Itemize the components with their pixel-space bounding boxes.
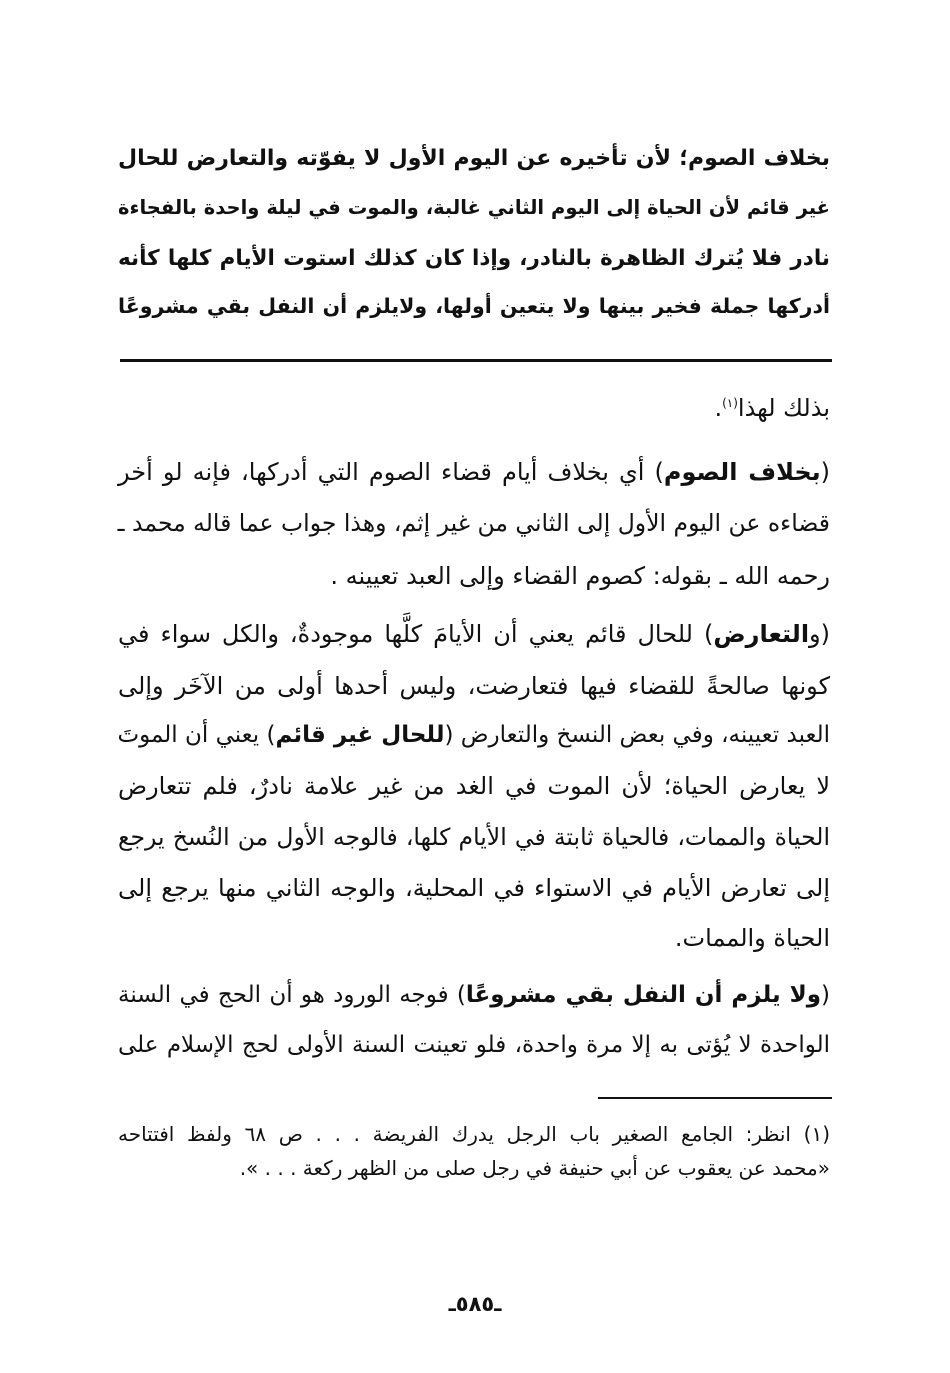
sharh-p2-line-1 xyxy=(118,622,830,646)
p3-line1-rest: ) فوجه الورود هو أن الحج في السنة xyxy=(118,982,466,1008)
p2-open: (و xyxy=(809,620,830,648)
p1-open: ( xyxy=(820,458,830,486)
sharh-p2-line-2: كونها صالحةً للقضاء فيها فتعارضت، وليس أحدها أولى من الآخَر وإلى xyxy=(118,672,830,700)
sharh-p2-line-5: الحياة والممات، فالحياة ثابتة في الأيام كلها، فالوجه الأول من النُسخ يرجع xyxy=(118,823,830,851)
p3-open: ( xyxy=(821,982,830,1008)
sharh-continuation xyxy=(118,396,830,420)
sharh-p1-line-3: رحمه الله ـ بقوله: كصوم القضاء وإلى العبد تعيينه . xyxy=(330,562,830,590)
p2-line3-heading: للحال غير قائم xyxy=(275,722,445,748)
sharh-p1-line-2: قضاءه عن اليوم الأول إلى الثاني من غير إثم، وهذا جواب عما قاله محمد ـ xyxy=(117,509,830,537)
footnote-line-2: «محمد عن يعقوب عن أبي حنيفة في رجل صلى من الظهر ركعة . . . ». xyxy=(239,1156,830,1180)
sharh-p2-line-6: إلى تعارض الأيام في الاستواء في المحلية، والوجه الثاني منها يرجع إلى xyxy=(118,874,830,902)
continuation-end: . xyxy=(714,394,723,422)
continuation-text: بذلك لهذا xyxy=(737,394,830,422)
sharh-p2-line-7: الحياة والممات. xyxy=(674,924,830,952)
matn-line-2: غير قائم لأن الحياة إلى اليوم الثاني غالبة، والموت في ليلة واحدة بالفجاءة xyxy=(118,196,830,219)
footnote-ref: (١) xyxy=(722,396,738,410)
sharh-p2-line-4: لا يعارض الحياة؛ لأن الموت في الغد من غير علامة نادرٌ، فلم تتعارض xyxy=(118,772,830,800)
page-number: ـ٥٨٥ـ xyxy=(448,1292,502,1316)
matn-line-4: أدركها جملة فخير بينها ولا يتعين أولها، ولايلزم أن النفل بقي مشروعًا xyxy=(118,294,830,318)
p1-heading: بخلاف الصوم xyxy=(663,458,821,486)
sharh-p3-line-1 xyxy=(118,984,830,1007)
sharh-p1-line-1 xyxy=(118,460,830,484)
p3-heading: ولا يلزم أن النفل بقي مشروعًا xyxy=(465,982,822,1008)
sharh-p2-line-3 xyxy=(118,724,830,747)
matn-line-1: بخلاف الصوم؛ لأن تأخيره عن اليوم الأول لا يفوّته والتعارض للحال xyxy=(118,146,830,171)
p2-line3-b: ) يعني أن الموتَ xyxy=(117,722,276,748)
p2-heading: التعارض xyxy=(713,620,810,648)
p1-line1-rest: ) أي بخلاف أيام قضاء الصوم التي أدركها، فإنه لو أخر xyxy=(118,458,664,486)
p2-line3-a: العبد تعيينه، وفي بعض النسخ والتعارض ( xyxy=(444,722,830,748)
footnote-divider xyxy=(598,1097,832,1099)
matn-line-3: نادر فلا يُترك الظاهرة بالنادر، وإذا كان كذلك استوت الأيام كلها كأنه xyxy=(118,246,830,271)
p2-line1-rest: ) للحال قائم يعني أن الأيامَ كلَّها موجودةٌ، والكل سواء في xyxy=(118,620,714,648)
matn-divider xyxy=(120,359,832,362)
sharh-p3-line-2: الواحدة لا يُؤتى به إلا مرة واحدة، فلو تعينت السنة الأولى لحج الإسلام على xyxy=(118,1032,830,1058)
footnote-line-1: (١) انظر: الجامع الصغير باب الرجل يدرك الفريضة . . . ص ٦٨ ولفظ افتتاحه xyxy=(118,1122,831,1146)
